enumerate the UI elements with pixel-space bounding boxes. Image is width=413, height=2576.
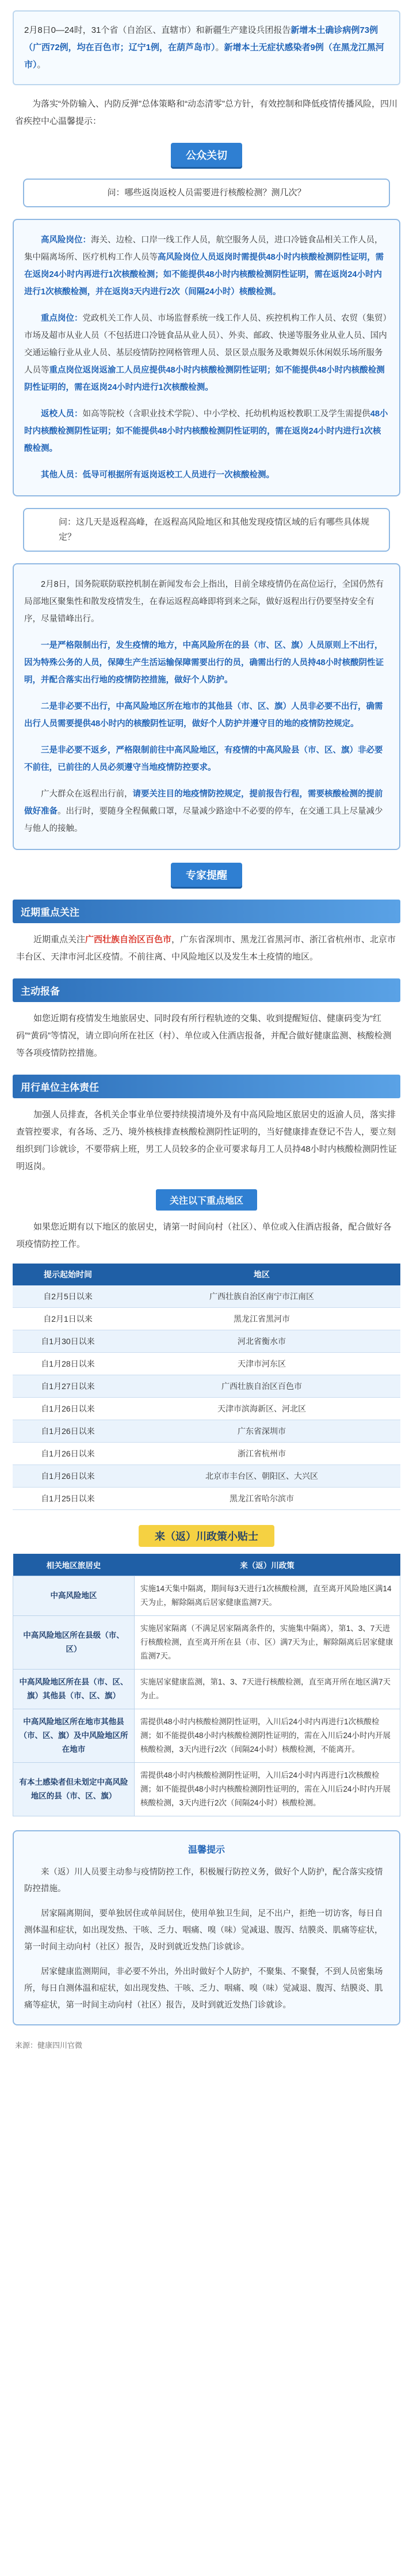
section-header-report: 主动报备 (13, 978, 400, 1002)
table-row (13, 1443, 400, 1465)
intro-text-pre: 2月8日0—24时，31个省（自治区、直辖市）和新疆生产建设兵团报告 (24, 25, 291, 35)
answer-item-highlight: 重点岗位返岗返渝工人员应提供48小时内核酸检测阴性证明；如不能提供48小时内核酸检测阴性证明的，需在返岗24小时内进行1次核酸检测。 (24, 366, 385, 392)
answer-item-body: 。出行时，要随身全程佩戴口罩，尽量减少路途中不必要的停车，在交通工具上尽量减少与他人的接触。 (24, 807, 383, 833)
table-header-cell: 提示起始时间 (13, 1264, 123, 1285)
policy-rule-cell: 需提供48小时内核酸检测阴性证明，入川后24小时内再进行1次核酸检测；如不能提供48小时内核酸检测阴性证明的，需在入川后24小时内开展核酸检测，3天内进行2次（间隔24小时）核酸检测，不能离开。 (135, 1709, 400, 1763)
answer-1-box (13, 219, 400, 496)
key-areas-pill: 关注以下重点地区 (156, 1189, 257, 1211)
answer-2-box (13, 563, 400, 850)
focus-post: ，广东省深圳市、黑龙江省黑河市、浙江省杭州市、北京市丰台区、天津市河北区疫情。不前往离、中风险地区以及发生本土疫情的地区。 (16, 935, 396, 962)
table-cell-date: 自1月30日以来 (13, 1330, 123, 1353)
answer-item-highlight: 其他人员：低导可根据所有返岗返校工人员进行一次核酸检测。 (41, 471, 274, 480)
table-cell-area: 浙江省杭州市 (123, 1443, 400, 1465)
policy-rule-cell: 实施居家健康监测，第1、3、7天进行核酸检测，直至离开所在地区满7天为止。 (135, 1670, 400, 1709)
lead-paragraph: 为落实“外防输入、内防反弹”总体策略和“动态清零”总方针，有效控制和降低疫情传播风险，四川省疾控中心温馨提示： (15, 99, 397, 126)
answer-2-item (24, 637, 389, 689)
policy-rule-cell: 实施14天集中隔离，期间每3天进行1次核酸检测，直至离开风险地区满14天为止，解除隔离后居家健康监测7天。 (135, 1576, 400, 1616)
public-concern-pill: 公众关切 (171, 143, 242, 167)
policy-area-cell: 中高风险地区所在县级（市、区） (13, 1616, 135, 1670)
answer-item-highlight: 48小时内核酸检测阴性证明；如不能提供48小时内核酸检测阴性证明的，需在返岗24小时内进行1次核酸检测。 (24, 409, 388, 453)
table-cell-date: 自1月26日以来 (13, 1443, 123, 1465)
intro-highlight-asymptomatic: 新增本土无症状感染者9例（在黑龙江黑河市） (24, 43, 384, 70)
table-cell-date: 自1月28日以来 (13, 1353, 123, 1375)
table-row (13, 1308, 400, 1330)
table-cell-date: 自1月26日以来 (13, 1420, 123, 1443)
answer-1-item (24, 232, 389, 301)
answer-item-body: 广大群众在返程出行前， (41, 790, 133, 799)
source-credit: 来源：健康四川官微 (15, 2041, 83, 2050)
table-row (13, 1616, 400, 1670)
warm-tips-box (13, 1830, 400, 2025)
warm-tips-paragraph: 来（返）川人员要主动参与疫情防控工作，积极履行防控义务，做好个人防护，配合落实疫情防控措施。 (24, 1868, 383, 1894)
answer-item-body: 海关、边检、口岸一线工作人员，航空服务人员，进口冷链食品相关工作人员，集中隔离场所、医疗机构工作人员等 (24, 236, 383, 262)
article-page (0, 10, 413, 2576)
policy-area-cell: 中高风险地区所在地市其他县（市、区、旗）及中风险地区所在地市 (13, 1709, 135, 1763)
table-cell-area: 天津市河东区 (123, 1353, 400, 1375)
section-header-focus: 近期重点关注 (13, 900, 400, 923)
table-header-row (13, 1264, 400, 1285)
answer-item-body: 2月8日，国务院联防联控机制在新闻发布会上指出，目前全球疫情仍在高位运行，全国仍然有局部地区聚集性和散发疫情发生，在春运返程高峰即将到来之际，做好返程出行仍要坚持安全有序，尽量错峰出行。 (24, 580, 384, 624)
focus-highlight: 广西壮族自治区百色市 (85, 935, 172, 944)
question-1: 问：哪些返岗返校人员需要进行核酸检测？测几次？ (23, 179, 390, 207)
table-row (13, 1330, 400, 1353)
table-row (13, 1576, 400, 1616)
expert-reminder-pill: 专家提醒 (171, 863, 242, 887)
answer-item-highlight: 一是严格限制出行，发生疫情的地方，中高风险所在的县（市、区、旗）人员原则上不出行，因为特殊公务的人员，保障生产生活运输保障需要出行的员，确需出行的人员持48小时核酸阴性证明，并配合落实出行地的疫情防控措施，做好个人防护。 (24, 641, 384, 685)
table-row (13, 1375, 400, 1398)
answer-item-highlight: 三是非必要不返乡，严格限制前往中高风险地区，有疫情的中高风险县（市、区、旗）非必要不前往，已前往的人员必须遵守当地疫情防控要求。 (24, 746, 383, 772)
answer-item-highlight: 二是非必要不出行，中高风险地区所在地市的其他县（市、区、旗）人员非必要不出行，确需出行人员需要提供48小时内的核酸阴性证明，做好个人防护并遵守目的地的疫情防控规定。 (24, 702, 383, 729)
focus-pre: 近期重点关注 (33, 935, 86, 944)
table-cell-area: 河北省衡水市 (123, 1330, 400, 1353)
intro-text-post: 。 (37, 60, 46, 70)
table-header-cell: 来（返）川政策 (135, 1554, 400, 1576)
table-cell-area: 天津市滨海新区、河北区 (123, 1398, 400, 1420)
section-body-responsibility: 加强人员排查，各机关企事业单位要持续摸清境外及有中高风险地区旅居史的返渝人员，落实排查管控要求，有各场、乏乃、境外核核排查核酸检测阴性证明的，当好健康排查登记不告人，要立刻组织到门诊就诊，不要带病上班，男工人员较多的企业可要求每月工人员持48小时内核酸检测阴性证明返岗。 (16, 1110, 397, 1171)
answer-1-item (24, 405, 389, 457)
answer-1-item (24, 466, 389, 484)
table-row (13, 1398, 400, 1420)
table-row (13, 1285, 400, 1308)
table-cell-area: 黑龙江省黑河市 (123, 1308, 400, 1330)
table-header-cell: 地区 (123, 1264, 400, 1285)
policy-rule-cell: 实施居家隔离（不满足居家隔离条件的，实施集中隔离），第1、3、7天进行核酸检测，直至离开所在县（市、区）满7天为止，解除隔离后居家健康监测7天。 (135, 1616, 400, 1670)
answer-item-body: 如高等院校（含职业技术学院）、中小学校、托幼机构返校教职工及学生需提供 (82, 409, 370, 419)
key-areas-table (13, 1264, 400, 1510)
table-cell-area: 广东省深圳市 (123, 1420, 400, 1443)
table-cell-date: 自1月26日以来 (13, 1398, 123, 1420)
question-2: 问：这几天是返程高峰，在返程高风险地区和其他发现疫情区域的后有哪些具体规定？ (23, 508, 390, 552)
policy-rule-cell: 需提供48小时内核酸检测阴性证明，入川后24小时内再进行1次核酸检测；如不能提供48小时内核酸检测阴性证明的，需在入川后24小时内开展核酸检测，3天内进行2次（间隔24小时）核酸检测。 (135, 1763, 400, 1816)
answer-item-lead: 重点岗位： (41, 314, 83, 323)
table-cell-date: 自1月27日以来 (13, 1375, 123, 1398)
policy-area-cell: 中高风险地区 (13, 1576, 135, 1616)
intro-text-mid: 。 (215, 43, 224, 52)
table-row (13, 1465, 400, 1488)
answer-2-item (24, 742, 389, 776)
policy-tips-title: 来（返）川政策小贴士 (139, 1525, 274, 1547)
table-cell-area: 黑龙江省哈尔滨市 (123, 1488, 400, 1510)
table-row (13, 1353, 400, 1375)
answer-2-item (24, 786, 389, 837)
table-cell-area: 北京市丰台区、朝阳区、大兴区 (123, 1465, 400, 1488)
table-cell-date: 自1月26日以来 (13, 1465, 123, 1488)
table-cell-area: 广西壮族自治区南宁市江南区 (123, 1285, 400, 1308)
answer-1-item (24, 310, 389, 396)
answer-item-lead: 高风险岗位： (41, 236, 91, 245)
policy-area-cell: 中高风险地区所在县（市、区、旗）其他县（市、区、旗） (13, 1670, 135, 1709)
table-row (13, 1670, 400, 1709)
answer-item-highlight: 请要关注目的地疫情防控规定，提前报告行程，需要核酸检测的提前做好准备 (24, 790, 383, 816)
table-cell-area: 广西壮族自治区百色市 (123, 1375, 400, 1398)
answer-2-item (24, 698, 389, 733)
table-row (13, 1420, 400, 1443)
answer-item-highlight: 高风险岗位人员返岗时需提供48小时内核酸检测阴性证明，需在返岗24小时内再进行1次核酸检测；如不能提供48小时内核酸检测阴性证明，需在返岗24小时内进行1次核酸检测，并在返岗3天内进行2次（间隔24小时）核酸检测。 (24, 253, 384, 297)
intro-summary-box (13, 10, 400, 85)
intro-highlight-confirmed: 新增本土确诊病例73例（广西72例，均在百色市；辽宁1例，在葫芦岛市） (24, 25, 378, 52)
table-cell-date: 自2月1日以来 (13, 1308, 123, 1330)
policy-table (13, 1554, 400, 1816)
table-row (13, 1763, 400, 1816)
answer-item-body: 党政机关工作人员、市场监督系统一线工作人员、疾控机构工作人员、农贸（集贸）市场及超市从业人员（不包括进口冷链食品从业人员）、外卖、邮政、快递等服务业从业人员、国内交通运输行业从业人员、基层疫情防控网格管理人员、景区景点服务及歌舞娱乐休闲娱乐场所服务人员等 (24, 314, 387, 375)
answer-2-item (24, 576, 389, 628)
table-cell-date: 自2月5日以来 (13, 1285, 123, 1308)
table-row (13, 1488, 400, 1510)
section-header-responsibility: 用行单位主体责任 (13, 1075, 400, 1098)
answer-item-lead: 返校人员： (41, 409, 83, 419)
warm-tips-paragraph: 居家健康监测期间，非必要不外出，外出时做好个人防护，不聚集、不聚餐，不到人员密集场所，每日自测体温和症状，如出现发热、干咳、乏力、咽痛、嗅（味）觉减退、腹泻、结膜炎、肌痛等症状，第一时间主动向村（社区）报告，及时到就近发热门诊就诊。 (24, 1967, 383, 2010)
table-header-row (13, 1554, 400, 1576)
policy-area-cell: 有本土感染者但未划定中高风险地区的县（市、区、旗） (13, 1763, 135, 1816)
table-header-cell: 相关地区旅居史 (13, 1554, 135, 1576)
warm-tips-paragraph: 居家隔离期间，要单独居住或单间居住，使用单独卫生间，足不出户，拒绝一切访客，每日自测体温和症状，如出现发热、干咳、乏力、咽痛、嗅（味）觉减退、腹泻、结膜炎、肌痛等症状，第一时间主动向村（社区）报告，及时到就近发热门诊就诊。 (24, 1909, 383, 1952)
section-body-focus (16, 931, 397, 966)
table-row (13, 1709, 400, 1763)
key-areas-intro: 如果您近期有以下地区的旅居史，请第一时间向村（社区）、单位或入住酒店报备，配合做好各项疫情防控工作。 (16, 1222, 392, 1249)
warm-tips-title: 温馨提示 (188, 1845, 225, 1855)
table-cell-date: 自1月25日以来 (13, 1488, 123, 1510)
section-body-report: 如您近期有疫情发生地旅居史、同时段有所行程轨迹的交集、收到提醒短信、健康码变为“红码”“黄码”等情况，请立即向所在社区（村）、单位或入住酒店报备，并配合做好健康监测、核酸检测等各项疫情防控措施。 (16, 1014, 392, 1058)
